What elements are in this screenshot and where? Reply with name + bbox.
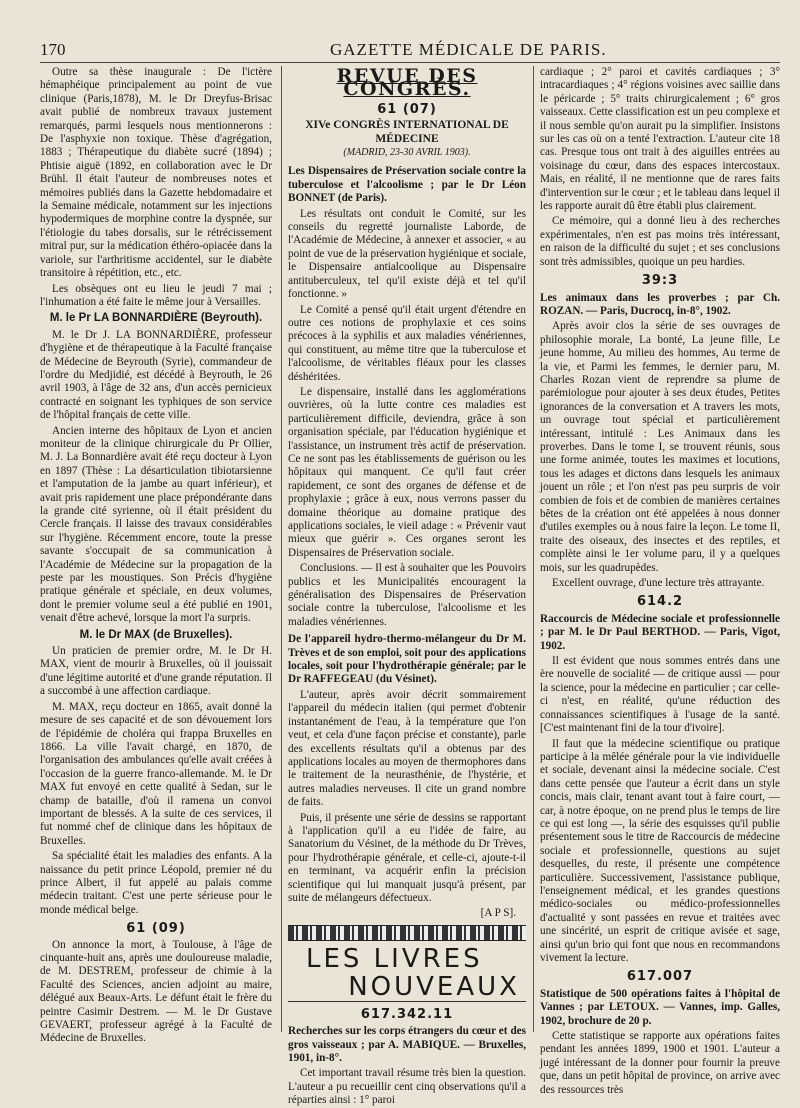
paragraph: Cette statistique se rapporte aux opérations faites pendant les années 1899, 1900 et 1901. L'auteur a jugé intéressant de la donner pour fournir la preuve que, dans un petit hôpital de province, on arrive avec des ressources très — [540, 1030, 780, 1096]
paragraph: Après avoir clos la série de ses ouvrages de philosophie morale, La bonté, La jeune fille, Le jeune homme, Au milieu des hommes, Au terme de la vie, et Parmi les femmes, le dernier paru, M. Charles Rozan vient de reprendre sa plume de parémiologue pour ajouter à ses deux études, Petites ignorances de la conversation et A travers les mots, un ouvrage tout spécial et particulièrement intéressant, intitulé : Les Animaux dans les proverbes. Dans le tome I, se trouvent réunis, sous une forme animée, toutes les maximes et locutions, tous les adages et dictons dans lesquels les animaux jouent un rôle ; et l'on n'est pas peu surpris de voir combien de fois et de combien de manières certaines bêtes de la création ont été appelées à nous donner d'utiles exemples ou à nous faire la leçon. Le tome II, traite des oiseaux, des insectes et des reptiles, et complète ainsi le 1er volume paru, il y a quelques mois, sur les quadrupèdes. — [540, 320, 780, 574]
paragraph: Le dispensaire, installé dans les agglomérations ouvrières, où la lutte contre ces maladies est particulièrement difficile, deviendra, grâce à son organisation spéciale, par l'éducation hygiénique et l'assistance, un instrument très actif de préservation. Ce ne sont pas les établissements de guérison ou les hôpitaux qui manquent. Ce qu'il faut créer rapidement, ce sont des organes de défense et de prophylaxie ; grâce à eux, nous verrons passer du domaine théorique au domaine pratique des applications sociales, le vieil adage : « Prévenir vaut mieux que guérir ». Ces organes seront les Dispensaires de Préservation sociale. — [288, 385, 526, 559]
section-number: 614.2 — [636, 594, 684, 610]
ornamental-border — [288, 925, 526, 941]
paragraph: Les résultats ont conduit le Comité, sur les conseils du regretté journaliste Laborde, de l'Académie de Médecine, à annexer et associer, « au point de vue de la préservation hygiénique et sociale, le Dispensaire antialcoolique au Dispensaire antituberculeux, tel qu'il existe déjà et tel qu'il fonctionne. » — [288, 207, 526, 301]
article-title: Les animaux dans les proverbes ; par Ch. ROZAN. — Paris, Ducrocq, in-8°, 1902. — [540, 291, 780, 317]
paragraph: Le Comité a pensé qu'il était urgent d'étendre en outre ces notions de prophylaxie et ces soins précoces à la syphilis et aux maladies vénériennes, qui constituent, au même titre que la tuberculose et l'alcoolisme, de véritables fléaux pour les classes déshéritées. — [288, 303, 526, 383]
paragraph: Cet important travail résume très bien la question. L'auteur a pu recueillir cent cinq observations qu'il a réparties ainsi : 1° paroi — [288, 1067, 526, 1107]
article-title: Raccourcis de Médecine sociale et professionnelle ; par M. le Dr Paul BERTHOD. — Paris, Vigot, 1902. — [540, 612, 780, 652]
column-rule — [281, 66, 282, 1032]
section-number: 617.342.11 — [360, 1006, 454, 1022]
article-title: Les Dispensaires de Préservation sociale contre la tuberculose et l'alcoolisme ; par le Dr Léon BONNET (de Paris). — [288, 165, 526, 205]
paragraph: Il est évident que nous sommes entrés dans une ère nouvelle de socialité — de critique aussi — pour la science, pour la médecine en particulier ; car celle-ci n'est, en réalité, qu'une réduction des connaissances scientifiques à l'usage de la santé. [C'est maintenant fini de la tour d'ivoire]. — [540, 655, 780, 735]
column-2 — [288, 65, 526, 1107]
paragraph: Outre sa thèse inaugurale : De l'ictère hémaphéique principalement au point de vue clinique (Paris,1878), M. le Dr Dreyfus-Brisac avait publié de nombreux travaux justement remarqués, parmi lesquels nous mentionnerons : De l'asphyxie non toxique. Thèse d'agrégation, 1883 ; Thérapeutique du diabète sucré (1894) ; Phtisie aiguë (1892, en collaboration avec le Dr Brühl. Il était l'auteur de nombreuses notes et mémoires publiés dans la Gazette hebdomadaire et la Semaine médicale, notamment sur les injections hypodermiques de morphine contre la dyspnée, sur l'étiologie du tabes dorsalis, sur le rétrécissement mitral pur, sur la médication éthéro-opiacée dans la variole, sur l'arthritisme accidentel, sur le diabète transitoire à répétition, etc., etc. — [40, 66, 272, 280]
paragraph: Ce mémoire, qui a donné lieu à des recherches expérimentales, n'en est pas moins très intéressant, en raison de la difficulté du sujet ; et ses conclusions sont très admissibles, quoique un peu hardies. — [540, 215, 780, 268]
paragraph: Excellent ouvrage, d'une lecture très attrayante. — [552, 577, 765, 590]
obituary-heading: M. le Dr MAX (de Bruxelles). — [79, 628, 233, 641]
column-1 — [40, 66, 272, 1045]
paragraph: M. le Dr J. LA BONNARDIÈRE, professeur d'hygiène et de thérapeutique à la Faculté française de Médecine de Beyrouth (Syrie), commandeur de l'ordre du Medjidié, est décédé à Beyrouth, le 26 avril 1903, à l'âge de 32 ans, d'un accès pernicieux contracté en soignant les typhiques de son service de l'hôpital français de cette ville. — [40, 328, 272, 422]
banner-line-1: LES LIVRES — [306, 943, 483, 974]
paragraph: Il faut que la médecine scientifique ou pratique participe à la mêlée générale pour la vie individuelle et sociale, devenant ainsi la médecine sociale. C'est dans cette pensée que l'auteur a écrit dans un style concis, mais clair, tenant avant tout à faire court, — car, à notre époque, on ne prend plus le temps de lire ce qui est long —, la série des esquisses qu'il publie présentement sous le titre de Raccourcis de médecine sociale et professionnelle, questions au sujet desquelles, du reste, il présente une compétence particulière. Successivement, l'assistance publique, l'enseignement médical, et les grandes questions médico-sociales ou médico-professionnelles d'actualité y sont passées en revue et traitées avec une sincérité, un esprit de critique avisée et sage, ainsi qu'un brio qui font que nous en recommandons vivement la lecture. — [540, 737, 780, 964]
column-3 — [540, 66, 780, 1096]
section-number: 39:3 — [641, 273, 679, 289]
column-rule — [533, 66, 534, 1032]
paragraph: Sa spécialité était les maladies des enfants. A la naissance du petit prince Léopold, premier né du prince Albert, il fut appelé au palais comme médecin traitant. C'est une perte sérieuse pour le monde médical belge. — [40, 850, 272, 916]
article-title: Recherches sur les corps étrangers du cœur et des gros vaisseaux ; par A. MABIQUE. — Bruxelles, 1901, in-8°. — [288, 1025, 526, 1064]
paragraph: Conclusions. — Il est à souhaiter que les Pouvoirs publics et les Municipalités encouragent la généralisation des Dispensaires de Préservation sociale contre la tuberculose, l'alcoolisme et les maladies vénériennes. — [288, 562, 526, 628]
obituary-heading: M. le Pr LA BONNARDIÈRE (Beyrouth). — [49, 312, 263, 325]
journal-title: GAZETTE MÉDICALE DE PARIS. — [330, 40, 607, 59]
paragraph: cardiaque ; 2° paroi et cavités cardiaques ; 3° intracardiaques ; 4° régions voisines avec saillie dans le péricarde ; 5° traits chirurgicalement ; 6° gros vaisseaux. Cette classification est un peu complexe et il nous semble qu'on aurait pu la simplifier. Insistons sur les cas où on a tenté l'extraction. L'auteur cite 18 cas. Presque tous ont trait à des aiguilles entrées au voisinage du cœur, dans des espaces intercostaux. Mais, en réalité, il ne mentionne que de rares faits d'intervention sur le cœur ; et le tableau dans lequel il les rapporte aurait dû être établi plus clairement. — [540, 66, 780, 213]
article-title: Statistique de 500 opérations faites à l'hôpital de Vannes ; par LETOUX. — Vannes, imp. Galles, 1902, brochure de 20 p. — [540, 987, 780, 1027]
paragraph: M. MAX, reçu docteur en 1865, avait donné la mesure de ses capacité et de son dévouement lors de l'épidémie de choléra qui frappa Bruxelles en 1866. La ville l'avait chargé, en 1870, de l'organisation des ambulances qu'elle avait créées à l'occasion de la guerre franco-allemande. M. le Dr MAX fut envoyé en cette qualité à Sedan, sur le champ de bataille, d'où il ramena un convoi important de blessés. A la suite de ces services, il fut nommé chef de clinique dans les hôpitaux de Bruxelles. — [40, 700, 272, 847]
paragraph: Un praticien de premier ordre, M. le Dr H. MAX, vient de mourir à Bruxelles, où il jouissait d'une légitime autorité et d'une grande réputation. Il a succombé à une affection cardiaque. — [40, 645, 272, 698]
page-header — [40, 38, 780, 63]
paragraph: Puis, il présente une série de dessins se rapportant à l'application qu'il a eu l'idée de faire, au Sanatorium du Vésinet, de la méthode du Dr Trèves, pour l'hydrothérapie générale, et celle-ci, ajoute-t-il en terminant, va acquérir enfin la précision scientifique qui lui manquait jusqu'à présent, par suite de mélangeurs défectueux. — [288, 811, 526, 904]
signature: [A P S]. — [480, 907, 516, 920]
paragraph: Les obsèques ont eu lieu le jeudi 7 mai ; l'inhumation a été faite le même jour à Versailles. — [40, 282, 272, 308]
section-title: REVUE DES CONGRÈS. — [336, 65, 478, 101]
paragraph: L'auteur, après avoir décrit sommairement l'appareil du médecin italien (qui permet d'obtenir instantanément de l'eau, à la température que l'on veut, et cela d'une façon précise et constante), parle des excellents résultats qu'il a obtenus par des applications locales au moyen de thermophores dans le traitement de la neurasthénie, de l'hystérie, et autres maladies nerveuses. Il cite un grand nombre de faits. — [288, 688, 526, 809]
page-number: 170 — [40, 40, 66, 59]
section-number: 61 (09) — [126, 921, 186, 937]
article-title: De l'appareil hydro-thermo-mélangeur du Dr M. Trèves et de son emploi, soit pour des applications locales, soit pour l'hydrothérapie générale; par le Dr RAFFEGEAU (du Vésinet). — [288, 633, 526, 686]
section-banner — [288, 945, 526, 1002]
section-number: 61 (07) — [377, 101, 437, 117]
paragraph: On annonce la mort, à Toulouse, à l'âge de cinquante-huit ans, après une douloureuse maladie, de M. DESTREM, professeur de chimie à la Faculté des Sciences, ancien adjoint au maire, délégué aux Beaux-Arts. Le défunt était le frère du peintre Casimir Destrem. — M. le Dr Gustave GEVAERT, professeur agrégé à la Faculté de Médecine de Bruxelles. — [40, 938, 272, 1045]
congress-place: (MADRID, 23-30 AVRIL 1903). — [343, 147, 471, 159]
congress-title: XIVe CONGRÈS INTERNATIONAL DE MÉDECINE — [305, 119, 509, 145]
paragraph: Ancien interne des hôpitaux de Lyon et ancien moniteur de la clinique chirurgicale du Pr Ollier, M. J. La Bonnardière avait été reçu docteur à Lyon en 1897 (Thèse : La désarticulation tibiotarsienne et l'amputation de la jambe au quart inférieur), et avait pris rapidement une place prépondérante dans la grande cité syrienne, où il était président du Cercle français. Il laisse des travaux considérables sur l'hygiène. Récemment encore, toute la presse savante s'occupait de sa communication à l'Académie de Médecine sur la propagation de la peste par les moustiques. Son Précis d'hygiène pratique générale et spéciale, en deux volumes, dont le premier volume seul a été publié en 1901, venait d'être achevé, lorsque la mort l'a surpris. — [40, 424, 272, 625]
banner-line-2: NOUVEAUX — [288, 973, 526, 1002]
section-number: 617.007 — [626, 969, 694, 985]
